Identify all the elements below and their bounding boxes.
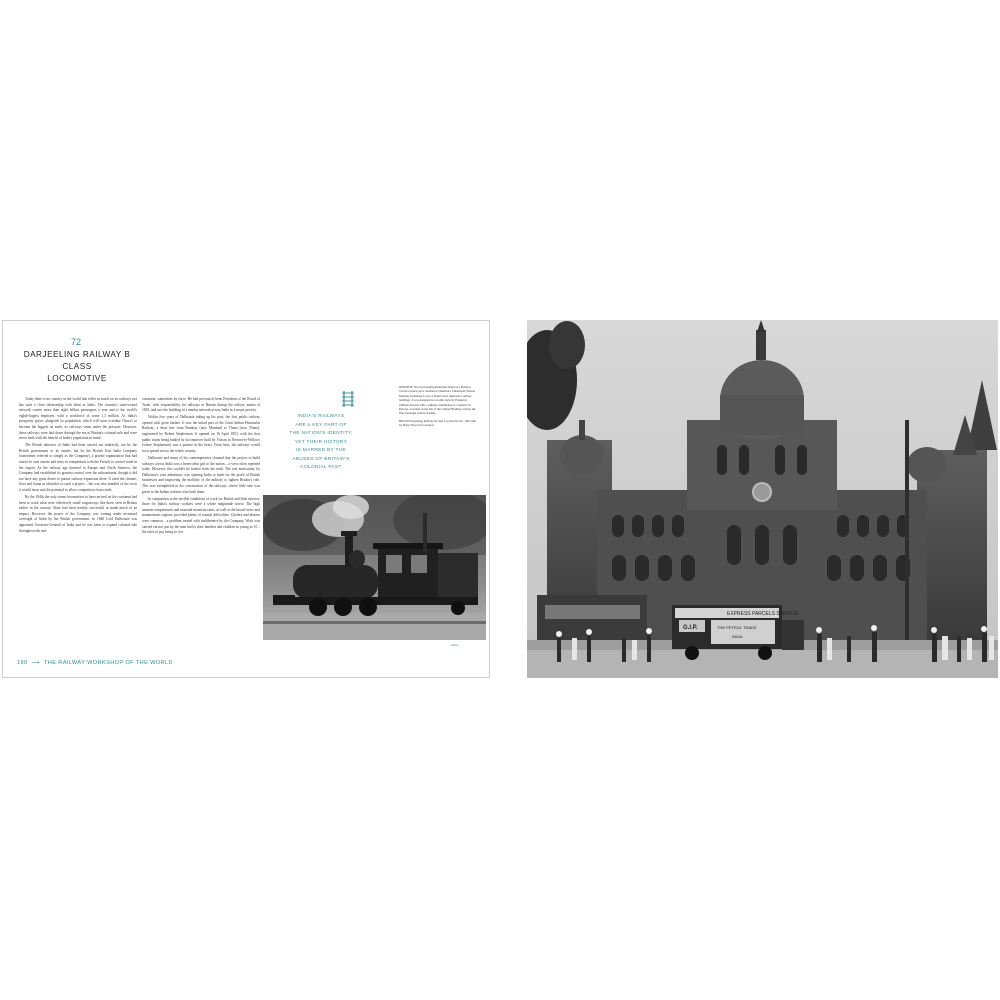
track-ornament-icon (339, 391, 357, 407)
body-column-2 (142, 397, 260, 537)
pull-quote-line: IS MARRED BY THE (296, 448, 346, 453)
page-footer (17, 660, 173, 666)
truck-logo: G.I.P. (683, 625, 698, 631)
body-paragraph: Within five years of Dalhousie taking up his post, the first public railway opened with great fanfare. It was the initial part of the Great Indian Peninsular Railway, a short line from Bombay (now Mumbai) to Thana (now Thane), engineered by Robert Stephenson. It opened on 16 April 1853, with the first public trains being hauled by locomotives built by Vulcan in Newton-le-Willows (where Stephenson) was a partner in the firm). From here, the railways would soon spread across the whole country. (142, 415, 260, 453)
gutter (490, 320, 526, 678)
page-number: 190 (17, 660, 28, 666)
left-page (2, 320, 490, 678)
body-paragraph: In comparison to the terrible conditions of work for British and Irish navvies, those for India's railway workers were a whole magnitude worse. The high summer temperatures and seasonal monsoon rains, as well as the broad rivers and mountainous regions, provided plenty of natural difficulties. Cholera and disease were common – a problem treated with indifference by the Company. Work was carried out not just by the men but by their families and children as young as 10 – the rules of pay being so low (142, 496, 260, 535)
caption-below: BELOW Darjeeling Railway B-class Locomotive No. 186, built by Sharp Stewart in Glasgow. (399, 418, 477, 428)
locomotive-photo (263, 495, 486, 640)
right-page (527, 320, 998, 678)
photo-credit: Alamy (451, 643, 459, 647)
station-photo (527, 320, 998, 678)
pull-quote-line: THE NATION'S IDENTITY, (289, 431, 353, 436)
pull-quote-line: YET THEIR HISTORY (294, 439, 348, 445)
body-paragraph: By the 1840s the only steam locomotives to have arrived on the continent had been to work what were effectively small wagonways like those seen in Britain earlier in the century. None had been terribly successful or made much of an impact. However, the power of the Company was waning under increased oversight of India by the British government. In 1848 Lord Dalhousie was appointed Governor-General of India and he was keen to expand colonial rule throughout the sub- (19, 495, 137, 533)
truck-sign-middle: THE PETROL TRADE (717, 625, 757, 630)
body-paragraph: continent, sometimes by force. He had previously been President of the Board of Trade, with responsibility for railways in Britain during the railway mania of 1845, and saw the building of a similar network across India as a major priority. (142, 397, 260, 413)
body-paragraph: Dalhousie and many of his contemporaries claimed that the project to build railways across India was a benevolent gift to the nation – a view often repeated today. However, this couldn't be further from the truth. The real motivation, by Dalhousie's own admission, was opening India to trade for the profit of British businesses and improving the mobility of the military to tighten Britain's rule. This was exemplified in the construction of the railways, where little care was given to the Indian workers who built them. (142, 455, 260, 494)
chapter-title-line2: LOCOMOTIVE (47, 374, 107, 383)
arrow-right-icon: ⟶ (31, 660, 40, 666)
chapter-title-line1: DARJEELING RAILWAY B CLASS (23, 350, 131, 371)
body-paragraph: Today there is no country in the world that relies as much on its railways nor has such a close relationship with them as India. The country's state-owned network carries more than eight billion passengers a year and is the world's eighth-largest employer, with a workforce of some 1.3 million. As India's prosperity grows alongside its population, which will soon overtake China's to become the biggest on earth, its railways strain under the pressure. However, these railways were laid down through the era of Britain's colonial rule and were never built with the benefit of India's population in mind. (19, 397, 137, 441)
pull-quote-line: ARE A KEY PART OF (295, 422, 347, 428)
truck-sign-bottom: INDIA (732, 634, 743, 639)
pull-quote-line: ABUSES OF BRITAIN'S (292, 456, 350, 462)
caption-opposite: OPPOSITE The Great Indian Peninsular Railway's Bombay Victoria station (now renamed to Mumbai's Chhatrapati Shivaji Maharaj Terminus) is one of India's most impressive railway buildings. It was designed in a Gothic style by Frederick William Stevens with a striking resemblance to London's St Pancras. It stands on the site of the original Bombay station, the first passenger station in India. (399, 385, 476, 416)
running-title: THE RAILWAY WORKSHOP OF THE WORLD (43, 660, 173, 666)
book-spread (0, 320, 1000, 678)
pull-quote-line: INDIA'S RAILWAYS (297, 414, 345, 419)
body-paragraph: The British takeover of India had been carried out indirectly, not by the British government or its armies, but by the British East India Company (sometimes referred to simply as the Company), a private organization that had raised its own armies and navy in competition with the French to control trade in the region. As the railway age dawned in Europe and North America, the Company had established its greatest control over the subcontinent, though it did not have any great desire to pursue railway expansion there. It cited the climate, flora and fauna as obstacles to such a project – but was also mindful of the costs it would incur and the potential to allow competition from rivals. (19, 443, 137, 492)
pull-quote (265, 413, 377, 473)
locomotive-photo-drawing (263, 495, 486, 640)
chapter-title (17, 349, 137, 385)
captions (399, 385, 477, 431)
body-column-1 (19, 397, 137, 536)
pull-quote-line: COLONIAL PAST (300, 465, 342, 470)
chapter-number: 72 (70, 337, 81, 347)
truck-sign-top: EXPRESS PARCELS SERVICE (727, 611, 799, 617)
